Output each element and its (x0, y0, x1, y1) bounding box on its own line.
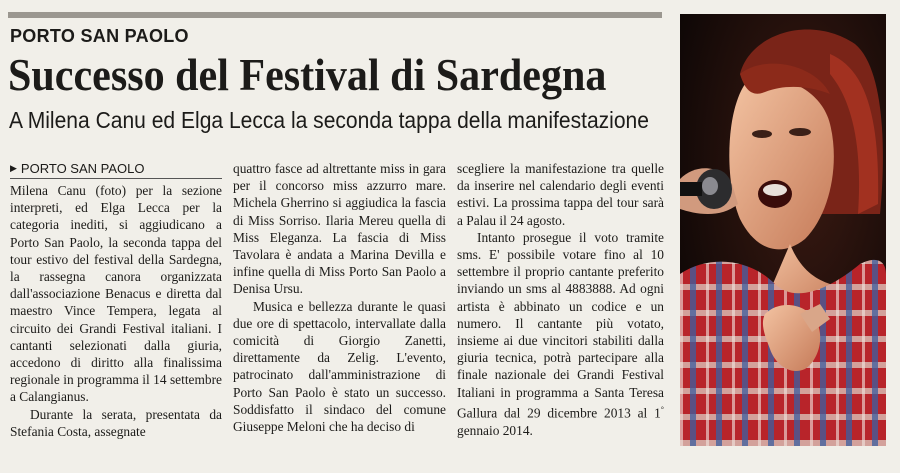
triangle-right-icon: ▶ (10, 163, 17, 173)
paragraph: quattro fasce ad altrettante miss in gara per il concorso miss azzurro mare. Michela Gherrino si aggiudica la fascia di Miss Sorriso. Ilaria Mereu quella di Miss Eleganza. La fascia di Miss Tavolara è andata a Marina Devilla e infine quella di Miss Porto San Paolo a Denisa Ursu. (233, 161, 446, 297)
article-column-1 (10, 182, 222, 440)
dateline (10, 161, 144, 176)
top-rule (8, 12, 662, 18)
subheadline: A Milena Canu ed Elga Lecca la seconda tappa della manifestazione (9, 107, 649, 133)
paragraph: Musica e bellezza durante le quasi due ore di spettacolo, intervallate dalla comicità di Giorgio Zanetti, direttamente da Zelig. L'evento, patrocinato dall'amministrazione di Porto San Paolo è stato un successo. Soddisfatto il sindaco del comune Giuseppe Meloni che ha deciso di (233, 298, 446, 435)
dateline-text: PORTO SAN PAOLO (20, 161, 145, 176)
headline: Successo del Festival di Sardegna (8, 50, 607, 100)
kicker: PORTO SAN PAOLO (10, 26, 189, 46)
degree-sup: ° (660, 404, 664, 414)
paragraph-text: Intanto prosegue il voto tramite sms. E' possibile votare fino al 10 settembre il proprio cantante preferito inviando un sms al 4883888. Ad ogni artista è abbinato un codice e un numero. Il cantante più votato, insieme ai due vincitori stabiliti dalla giuria tecnica, potrà partecipare alla finale nazionale dei Grandi Festival Italiani in programma a Santa Teresa Gallura dal 29 dicembre 2013 al 1 (457, 229, 664, 421)
dateline-rule (10, 178, 222, 179)
paragraph: Milena Canu (foto) per la sezione interpreti, ed Elga Lecca per la categoria inediti, si aggiudicano a Porto San Paolo, la seconda tappa del tour estivo del festival della Sardegna, la rassegna canora organizzata dall'associazione Benacus e diretta dal maestro Vince Tempera, legata al circuito dei Grandi Festival italiani. I cantanti selezionati dalla giuria, accedono di diritto alla finalissima regionale in programma il 14 settembre a Calangianus. (10, 183, 222, 405)
paragraph (457, 229, 664, 439)
paragraph: Durante la serata, presentata da Stefania Costa, assegnate (10, 406, 222, 439)
article-column-3 (457, 160, 664, 439)
singer-photo (680, 14, 886, 446)
article-column-2 (233, 160, 446, 435)
singer-photo-image (680, 14, 886, 446)
paragraph-end: gennaio 2014. (457, 422, 533, 438)
paragraph: scegliere la manifestazione tra quelle da inserire nel calendario degli eventi estivi. La prossima tappa del tour sarà a Palau il 24 agosto. (457, 161, 664, 228)
